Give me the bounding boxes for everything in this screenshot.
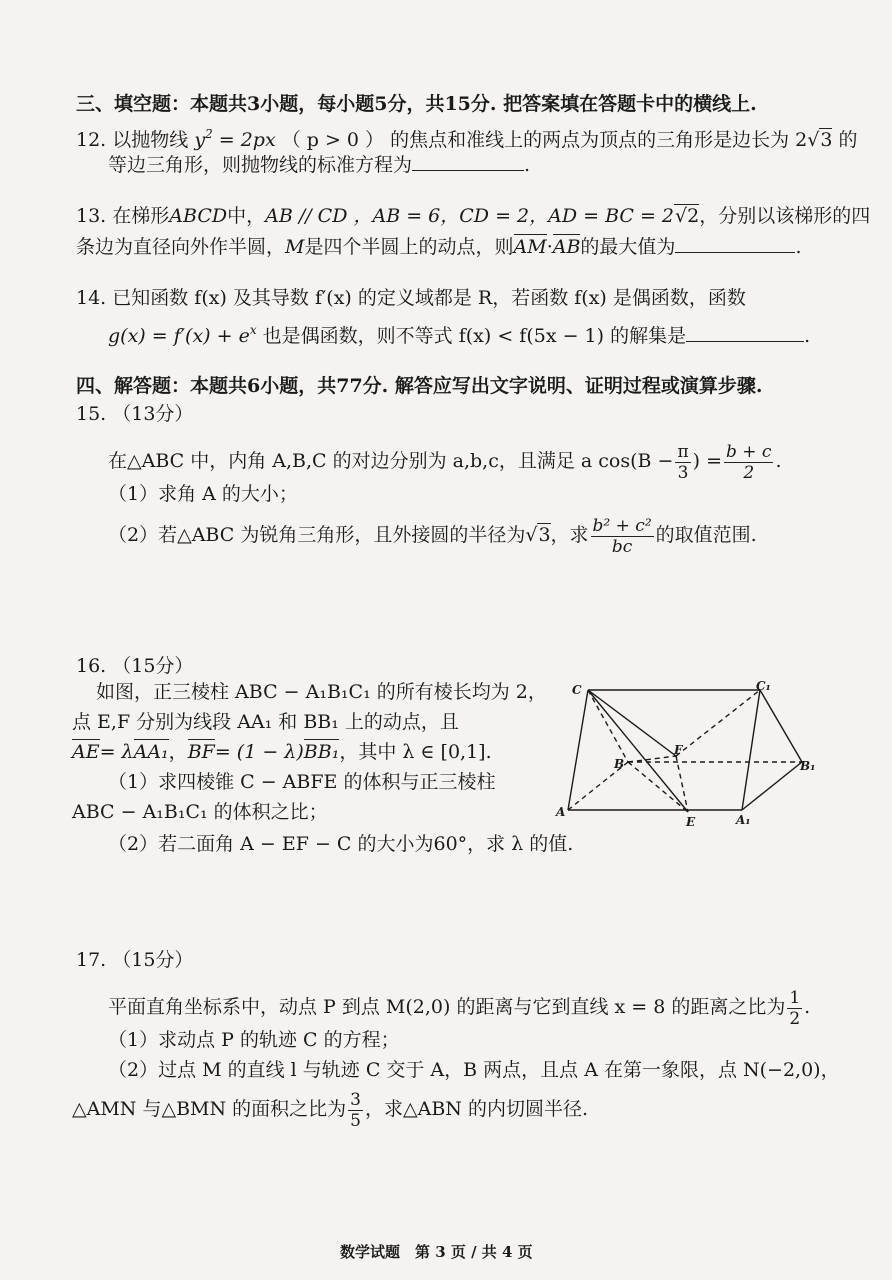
fig-label-b: B: [614, 757, 625, 771]
q12-line1: 12. 以抛物线 $y^2 = 2px$ （ p > 0 ） 的焦点和准线上的两点为顶点的三角形是边长为 2√3 的: [76, 127, 858, 151]
q13-line2: 条边为直径向外作半圆，M是四个半圆上的动点，则AM·AB的最大值为 .: [76, 236, 802, 258]
q14-answer-blank[interactable]: [686, 323, 804, 342]
q16-line1: 如图，正三棱柱 ABC − A₁B₁C₁ 的所有棱长均为 2，: [96, 681, 547, 703]
q15-fraction-b2c2: $\frac{\text{b² + c²}}{bc}$: [592, 515, 652, 557]
section-4-heading: 四、解答题：本题共6小题，共77分. 解答应写出文字说明、证明过程或演算步骤.: [76, 375, 763, 397]
fig-label-a1: A₁: [736, 813, 751, 827]
q17-part1: （1）求动点 P 的轨迹 C 的方程；: [108, 1029, 400, 1051]
q16-vector-aa1: AA₁: [133, 741, 169, 763]
fig-label-a: A: [556, 805, 566, 819]
q16-vector-ae: AE: [72, 741, 100, 763]
q12-answer-blank[interactable]: [412, 152, 524, 171]
q16-vector-bf: BF: [187, 741, 215, 763]
section-3-heading: 三、填空题：本题共3小题，每小题5分，共15分. 把答案填在答题卡中的横线上.: [76, 93, 757, 115]
page-footer: 数学试题 第 3 页 / 共 4 页: [340, 1243, 533, 1261]
q17-part2-b: △AMN 与△BMN 的面积之比为 $\frac{3}{5}$ ，求△ABN 的内切圆半径.: [72, 1089, 588, 1131]
q15-part2: （2）若△ABC 为锐角三角形，且外接圆的半径为√3，求 $\frac{\text{b² + c²}}{bc}$ 的取值范围.: [108, 515, 757, 557]
q12-line2: 等边三角形，则抛物线的标准方程为 .: [108, 154, 531, 176]
q16-part2: （2）若二面角 A − EF − C 的大小为60°，求 λ 的值.: [108, 833, 574, 855]
q15-stem: 在△ABC 中，内角 A,B,C 的对边分别为 a,b,c，且满足 a cos(B − $\frac{\pi}{3}$ ) = $\frac{b + c}{2}$ .: [108, 441, 782, 483]
q16-line2: 点 E,F 分别为线段 AA₁ 和 BB₁ 上的动点，且: [72, 711, 459, 733]
q16-prism-figure: [550, 678, 830, 828]
q15-pi-over-3: $\frac{\pi}{3}$: [677, 441, 689, 483]
fig-label-e: E: [686, 815, 696, 828]
fig-label-c1: C₁: [756, 679, 771, 693]
q17-stem: 平面直角坐标系中，动点 P 到点 M(2,0) 的距离与它到直线 x = 8 的距离之比为 $\frac{1}{2}$ .: [108, 987, 811, 1029]
q12-side-length: 2√3: [795, 129, 833, 151]
q15-fraction-bc: $\frac{b + c}{2}$: [726, 441, 772, 483]
q15-part1: （1）求角 A 的大小；: [108, 483, 298, 505]
q13-line1: 13. 在梯形ABCD中，AB // CD ，AB = 6，CD = 2，AD = BC = 2√2，分别以该梯形的四: [76, 205, 871, 227]
q14-line2: $g(x) = f'(x) + e^x$ 也是偶函数，则不等式 f(x) < f(5x − 1) 的解集是 .: [108, 323, 811, 347]
q13-number: 13.: [76, 205, 107, 227]
q13-answer-blank[interactable]: [675, 234, 795, 253]
q15-number: 15. （13分）: [76, 403, 194, 425]
q12-parabola-eq: $y^2 = 2px$: [194, 127, 276, 151]
q17-fraction-half: $\frac{1}{2}$: [789, 987, 801, 1029]
q16-part1-a: （1）求四棱锥 C − ABFE 的体积与正三棱柱: [108, 771, 496, 793]
q17-part2-a: （2）过点 M 的直线 l 与轨迹 C 交于 A，B 两点，且点 A 在第一象限，点 N(−2,0)，: [108, 1059, 840, 1081]
q13-sqrt2: √2: [675, 205, 700, 227]
q12-number: 12.: [76, 129, 107, 151]
q14-line1: 14. 已知函数 f(x) 及其导数 f′(x) 的定义域都是 R，若函数 f(x) 是偶函数，函数: [76, 287, 746, 309]
q16-part1-b: ABC − A₁B₁C₁ 的体积之比；: [72, 801, 328, 823]
q16-line3: AE= λAA₁，BF= (1 − λ)BB₁，其中 λ ∈ [0,1].: [72, 741, 492, 763]
fig-label-b1: B₁: [800, 759, 816, 773]
q17-fraction-3-5: $\frac{3}{5}$: [350, 1089, 361, 1131]
q14-number: 14.: [76, 287, 107, 309]
q13-vector-ab: AB: [552, 236, 581, 258]
q17-number: 17. （15分）: [76, 949, 194, 971]
fig-label-c: C: [572, 683, 582, 697]
q16-vector-bb1: BB₁: [303, 741, 340, 763]
fig-label-f: F: [674, 743, 683, 757]
q16-number: 16. （15分）: [76, 655, 194, 677]
q13-vector-am: AM: [513, 236, 547, 258]
